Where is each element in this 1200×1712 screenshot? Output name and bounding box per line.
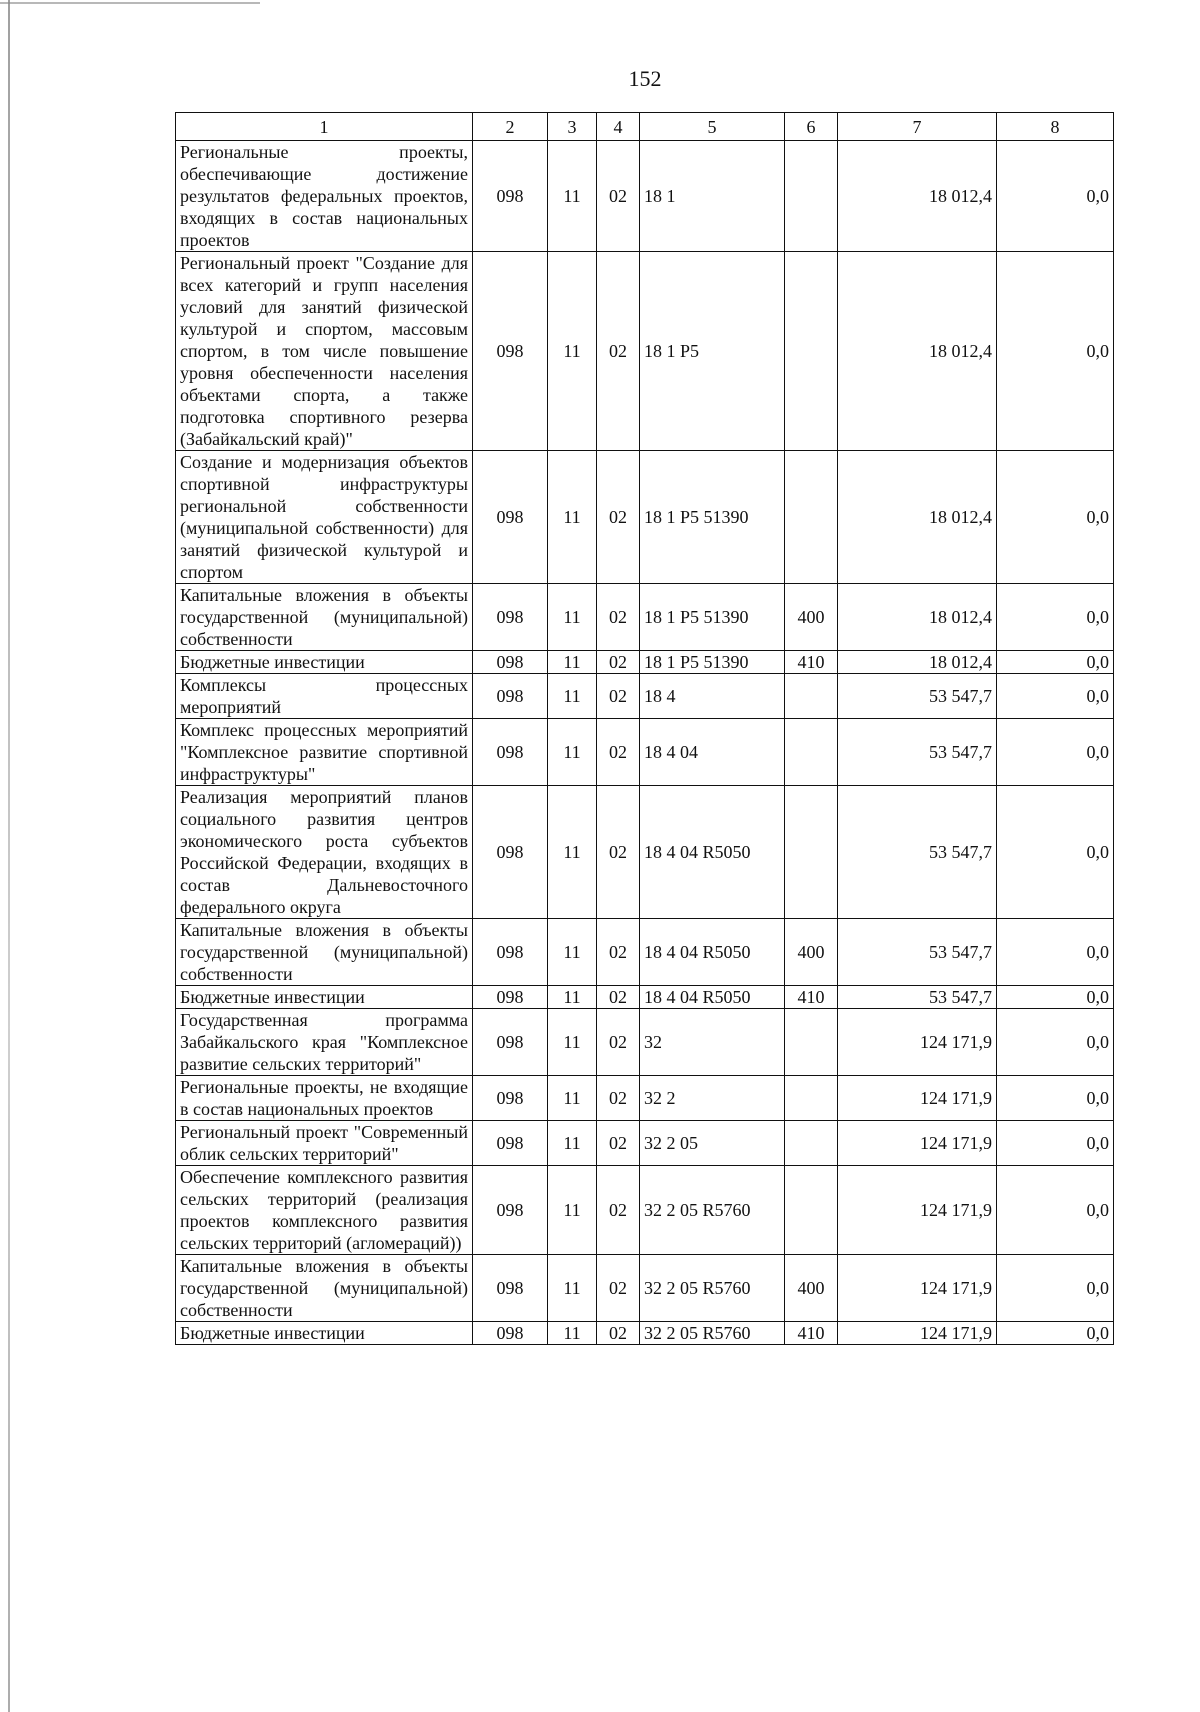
- row-amount-cell: 18 012,4: [838, 252, 997, 451]
- column-header: 4: [597, 113, 640, 141]
- row-target-article-cell: 32: [640, 1009, 785, 1076]
- row-amount-cell: 124 171,9: [838, 1076, 997, 1121]
- row-section-cell: 11: [548, 674, 597, 719]
- row-subsection-cell: 02: [597, 786, 640, 919]
- row-section-cell: 11: [548, 986, 597, 1009]
- row-code-cell: 098: [473, 919, 548, 986]
- row-section-cell: 11: [548, 252, 597, 451]
- column-header: 6: [785, 113, 838, 141]
- scan-edge-top: [0, 2, 260, 4]
- row-expense-type-cell: 400: [785, 1255, 838, 1322]
- row-amount-cell: 53 547,7: [838, 986, 997, 1009]
- row-name-cell: Бюджетные инвестиции: [176, 651, 473, 674]
- row-subsection-cell: 02: [597, 1255, 640, 1322]
- table-row: [176, 141, 1114, 252]
- table-row: [176, 919, 1114, 986]
- row-expense-type-cell: [785, 719, 838, 786]
- row-section-cell: 11: [548, 1322, 597, 1345]
- row-target-article-cell: 18 4 04 R5050: [640, 786, 785, 919]
- row-expense-type-cell: [785, 1166, 838, 1255]
- row-section-cell: 11: [548, 1121, 597, 1166]
- row-expense-type-cell: 400: [785, 584, 838, 651]
- row-expense-type-cell: [785, 1121, 838, 1166]
- row-subsection-cell: 02: [597, 1121, 640, 1166]
- row-code-cell: 098: [473, 1121, 548, 1166]
- row-amount2-cell: 0,0: [997, 786, 1114, 919]
- row-amount2-cell: 0,0: [997, 986, 1114, 1009]
- row-target-article-cell: 32 2 05 R5760: [640, 1322, 785, 1345]
- row-section-cell: 11: [548, 584, 597, 651]
- row-section-cell: 11: [548, 1009, 597, 1076]
- table-row: [176, 1255, 1114, 1322]
- row-amount2-cell: 0,0: [997, 451, 1114, 584]
- table-row: [176, 986, 1114, 1009]
- table-row: [176, 786, 1114, 919]
- row-code-cell: 098: [473, 719, 548, 786]
- row-name-cell: Создание и модернизация объектов спортивной инфраструктуры региональной собственности (муниципальной собственности) для занятий физической культурой и спортом: [176, 451, 473, 584]
- row-target-article-cell: 32 2 05 R5760: [640, 1255, 785, 1322]
- row-code-cell: 098: [473, 786, 548, 919]
- row-subsection-cell: 02: [597, 584, 640, 651]
- table-row: [176, 1322, 1114, 1345]
- row-name-cell: Реализация мероприятий планов социального развития центров экономического роста субъектов Российской Федерации, входящих в состав Дальневосточного федерального округа: [176, 786, 473, 919]
- row-name-cell: Региональные проекты, не входящие в состав национальных проектов: [176, 1076, 473, 1121]
- row-name-cell: Бюджетные инвестиции: [176, 1322, 473, 1345]
- row-name-cell: Бюджетные инвестиции: [176, 986, 473, 1009]
- column-header: 7: [838, 113, 997, 141]
- table-row: [176, 1121, 1114, 1166]
- row-expense-type-cell: 400: [785, 919, 838, 986]
- row-target-article-cell: 18 1 P5 51390: [640, 651, 785, 674]
- row-name-cell: Региональный проект "Создание для всех категорий и групп населения условий для занятий физической культурой и спортом, массовым спортом, в том числе повышение уровня обеспеченности населения объектами спорта, а также подготовка спортивного резерва (Забайкальский край)": [176, 252, 473, 451]
- row-target-article-cell: 18 4 04 R5050: [640, 986, 785, 1009]
- row-section-cell: 11: [548, 651, 597, 674]
- row-amount-cell: 18 012,4: [838, 451, 997, 584]
- row-expense-type-cell: [785, 141, 838, 252]
- row-amount-cell: 18 012,4: [838, 141, 997, 252]
- row-name-cell: Комплексы процессных мероприятий: [176, 674, 473, 719]
- row-section-cell: 11: [548, 1255, 597, 1322]
- row-amount-cell: 53 547,7: [838, 786, 997, 919]
- table-row: [176, 651, 1114, 674]
- row-amount2-cell: 0,0: [997, 584, 1114, 651]
- table-body: [176, 141, 1114, 1345]
- row-subsection-cell: 02: [597, 719, 640, 786]
- row-expense-type-cell: [785, 1076, 838, 1121]
- row-target-article-cell: 32 2: [640, 1076, 785, 1121]
- row-amount2-cell: 0,0: [997, 1322, 1114, 1345]
- row-target-article-cell: 32 2 05: [640, 1121, 785, 1166]
- row-name-cell: Капитальные вложения в объекты государственной (муниципальной) собственности: [176, 584, 473, 651]
- column-header: 5: [640, 113, 785, 141]
- row-subsection-cell: 02: [597, 674, 640, 719]
- row-amount-cell: 18 012,4: [838, 651, 997, 674]
- row-code-cell: 098: [473, 986, 548, 1009]
- row-expense-type-cell: [785, 674, 838, 719]
- row-code-cell: 098: [473, 1255, 548, 1322]
- row-amount-cell: 18 012,4: [838, 584, 997, 651]
- row-subsection-cell: 02: [597, 1009, 640, 1076]
- table-row: [176, 674, 1114, 719]
- row-amount-cell: 53 547,7: [838, 674, 997, 719]
- row-expense-type-cell: 410: [785, 1322, 838, 1345]
- table-row: [176, 1076, 1114, 1121]
- row-amount2-cell: 0,0: [997, 1076, 1114, 1121]
- column-header: 8: [997, 113, 1114, 141]
- row-target-article-cell: 18 4 04: [640, 719, 785, 786]
- scan-edge-left: [8, 0, 10, 1712]
- row-code-cell: 098: [473, 674, 548, 719]
- column-header: 1: [176, 113, 473, 141]
- table-row: [176, 719, 1114, 786]
- row-target-article-cell: 18 4: [640, 674, 785, 719]
- row-section-cell: 11: [548, 719, 597, 786]
- row-code-cell: 098: [473, 1166, 548, 1255]
- row-code-cell: 098: [473, 141, 548, 252]
- row-expense-type-cell: [785, 252, 838, 451]
- row-amount2-cell: 0,0: [997, 1255, 1114, 1322]
- row-expense-type-cell: 410: [785, 651, 838, 674]
- row-amount2-cell: 0,0: [997, 1009, 1114, 1076]
- table-row: [176, 1009, 1114, 1076]
- row-target-article-cell: 18 1 P5: [640, 252, 785, 451]
- row-amount2-cell: 0,0: [997, 141, 1114, 252]
- row-target-article-cell: 18 1 P5 51390: [640, 584, 785, 651]
- row-subsection-cell: 02: [597, 141, 640, 252]
- row-amount2-cell: 0,0: [997, 919, 1114, 986]
- row-name-cell: Комплекс процессных мероприятий "Комплексное развитие спортивной инфраструктуры": [176, 719, 473, 786]
- page-number: 152: [628, 66, 662, 91]
- row-target-article-cell: 18 1 P5 51390: [640, 451, 785, 584]
- row-code-cell: 098: [473, 252, 548, 451]
- row-code-cell: 098: [473, 451, 548, 584]
- row-code-cell: 098: [473, 1009, 548, 1076]
- row-section-cell: 11: [548, 141, 597, 252]
- row-amount2-cell: 0,0: [997, 674, 1114, 719]
- row-code-cell: 098: [473, 651, 548, 674]
- row-amount2-cell: 0,0: [997, 719, 1114, 786]
- row-amount2-cell: 0,0: [997, 1121, 1114, 1166]
- row-amount-cell: 124 171,9: [838, 1166, 997, 1255]
- row-code-cell: 098: [473, 1076, 548, 1121]
- column-header: 3: [548, 113, 597, 141]
- budget-table: [175, 112, 1114, 1345]
- row-amount-cell: 53 547,7: [838, 719, 997, 786]
- row-subsection-cell: 02: [597, 919, 640, 986]
- row-target-article-cell: 18 1: [640, 141, 785, 252]
- row-target-article-cell: 18 4 04 R5050: [640, 919, 785, 986]
- row-code-cell: 098: [473, 1322, 548, 1345]
- table-row: [176, 1166, 1114, 1255]
- row-name-cell: Капитальные вложения в объекты государственной (муниципальной) собственности: [176, 1255, 473, 1322]
- row-subsection-cell: 02: [597, 1076, 640, 1121]
- row-name-cell: Государственная программа Забайкальского края "Комплексное развитие сельских территорий": [176, 1009, 473, 1076]
- row-subsection-cell: 02: [597, 1322, 640, 1345]
- row-name-cell: Капитальные вложения в объекты государственной (муниципальной) собственности: [176, 919, 473, 986]
- table-row: [176, 584, 1114, 651]
- row-amount2-cell: 0,0: [997, 1166, 1114, 1255]
- row-expense-type-cell: [785, 786, 838, 919]
- row-amount-cell: 124 171,9: [838, 1255, 997, 1322]
- row-code-cell: 098: [473, 584, 548, 651]
- row-amount-cell: 124 171,9: [838, 1322, 997, 1345]
- table-row: [176, 252, 1114, 451]
- row-amount-cell: 53 547,7: [838, 919, 997, 986]
- row-subsection-cell: 02: [597, 986, 640, 1009]
- row-amount2-cell: 0,0: [997, 252, 1114, 451]
- column-header: 2: [473, 113, 548, 141]
- header-row: [176, 113, 1114, 141]
- row-subsection-cell: 02: [597, 451, 640, 584]
- row-subsection-cell: 02: [597, 651, 640, 674]
- row-name-cell: Региональный проект "Современный облик сельских территорий": [176, 1121, 473, 1166]
- row-section-cell: 11: [548, 1166, 597, 1255]
- row-section-cell: 11: [548, 786, 597, 919]
- table-row: [176, 451, 1114, 584]
- row-name-cell: Региональные проекты, обеспечивающие достижение результатов федеральных проектов, входящих в состав национальных проектов: [176, 141, 473, 252]
- row-subsection-cell: 02: [597, 252, 640, 451]
- row-section-cell: 11: [548, 919, 597, 986]
- row-amount-cell: 124 171,9: [838, 1121, 997, 1166]
- row-amount2-cell: 0,0: [997, 651, 1114, 674]
- row-section-cell: 11: [548, 1076, 597, 1121]
- row-amount-cell: 124 171,9: [838, 1009, 997, 1076]
- row-subsection-cell: 02: [597, 1166, 640, 1255]
- row-target-article-cell: 32 2 05 R5760: [640, 1166, 785, 1255]
- row-name-cell: Обеспечение комплексного развития сельских территорий (реализация проектов комплексного развития сельских территорий (агломераций)): [176, 1166, 473, 1255]
- row-expense-type-cell: [785, 1009, 838, 1076]
- row-section-cell: 11: [548, 451, 597, 584]
- row-expense-type-cell: 410: [785, 986, 838, 1009]
- row-expense-type-cell: [785, 451, 838, 584]
